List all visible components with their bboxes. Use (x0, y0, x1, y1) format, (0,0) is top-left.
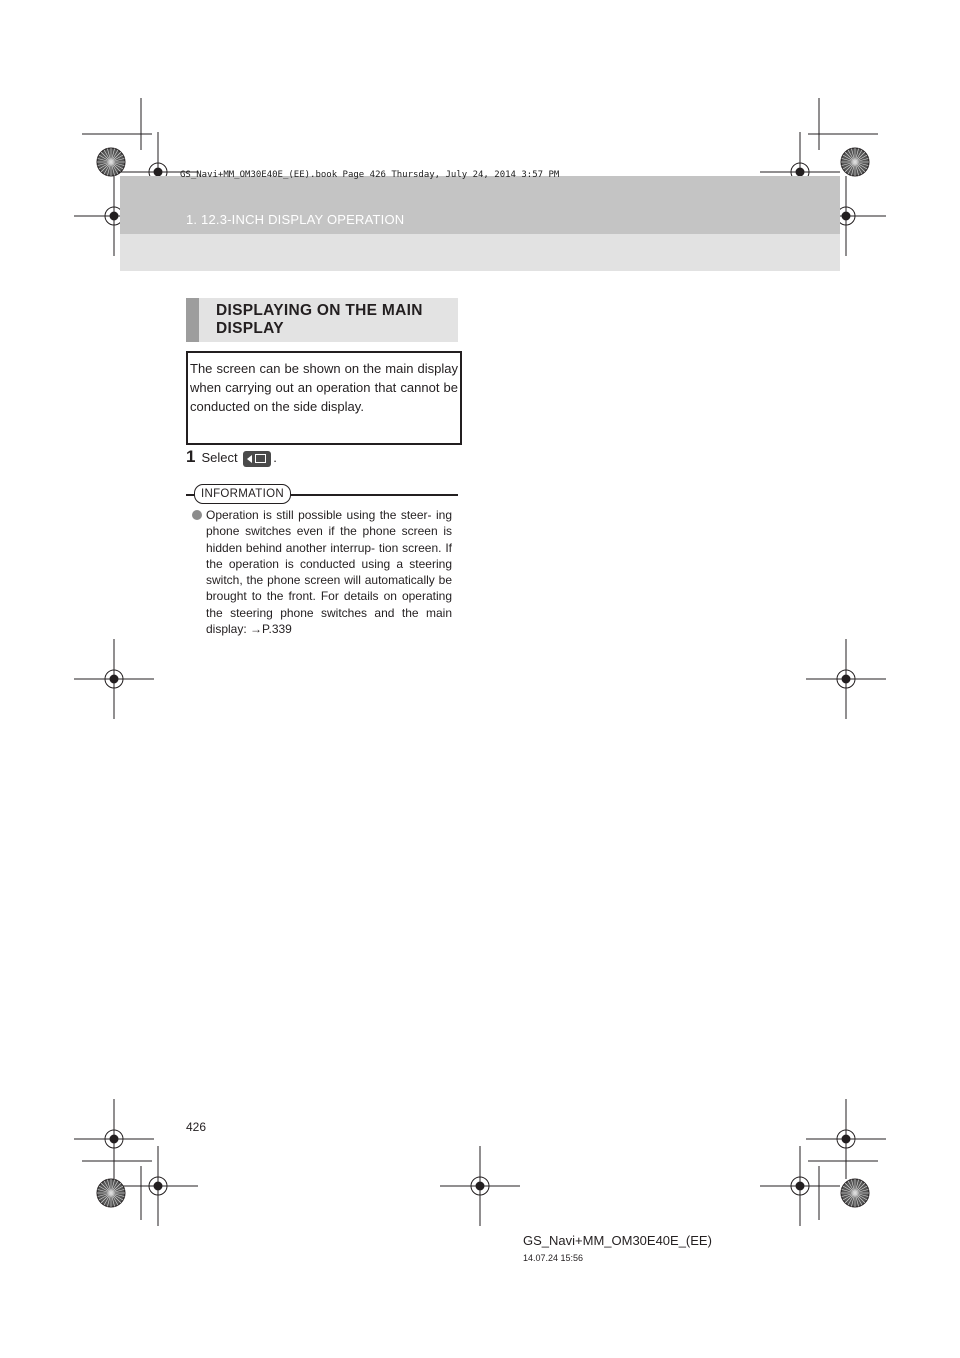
page-number: 426 (186, 1120, 207, 1134)
section-heading-accent (186, 298, 199, 342)
step-text-before: Select (201, 450, 238, 465)
section-heading-title: DISPLAYING ON THE MAIN DISPLAY (216, 302, 423, 337)
information-text: Operation is still possible using the steer- ing phone switches even if the phone screen is hidden behind another interrup- tion screen. If the operation is conducted using a steering switch, the phone screen will automatically be brought to the front. For details on operating the steering phone switches and the main display: →P.339 (206, 508, 452, 637)
section-heading (186, 298, 458, 342)
intro-box (186, 351, 462, 445)
step-number: 1 (186, 447, 196, 466)
print-stamp: GS_Navi+MM_OM30E40E_(EE).book Page 426 Thursday, July 24, 2014 3:57 PM (180, 170, 560, 180)
bullet-icon (192, 510, 202, 520)
running-header-title: 1. 12.3-INCH DISPLAY OPERATION (186, 212, 405, 227)
main-display-button-icon (243, 451, 271, 467)
step-1 (186, 447, 277, 467)
information-label: INFORMATION (194, 484, 291, 504)
step-text-after: . (273, 450, 277, 465)
footer-date-time: 14.07.24 15:56 (523, 1253, 584, 1263)
intro-text: The screen can be shown on the main display when carrying out an operation that cannot be conducted on the side display. (190, 361, 458, 414)
footer-doc-code: GS_Navi+MM_OM30E40E_(EE) (523, 1233, 712, 1248)
